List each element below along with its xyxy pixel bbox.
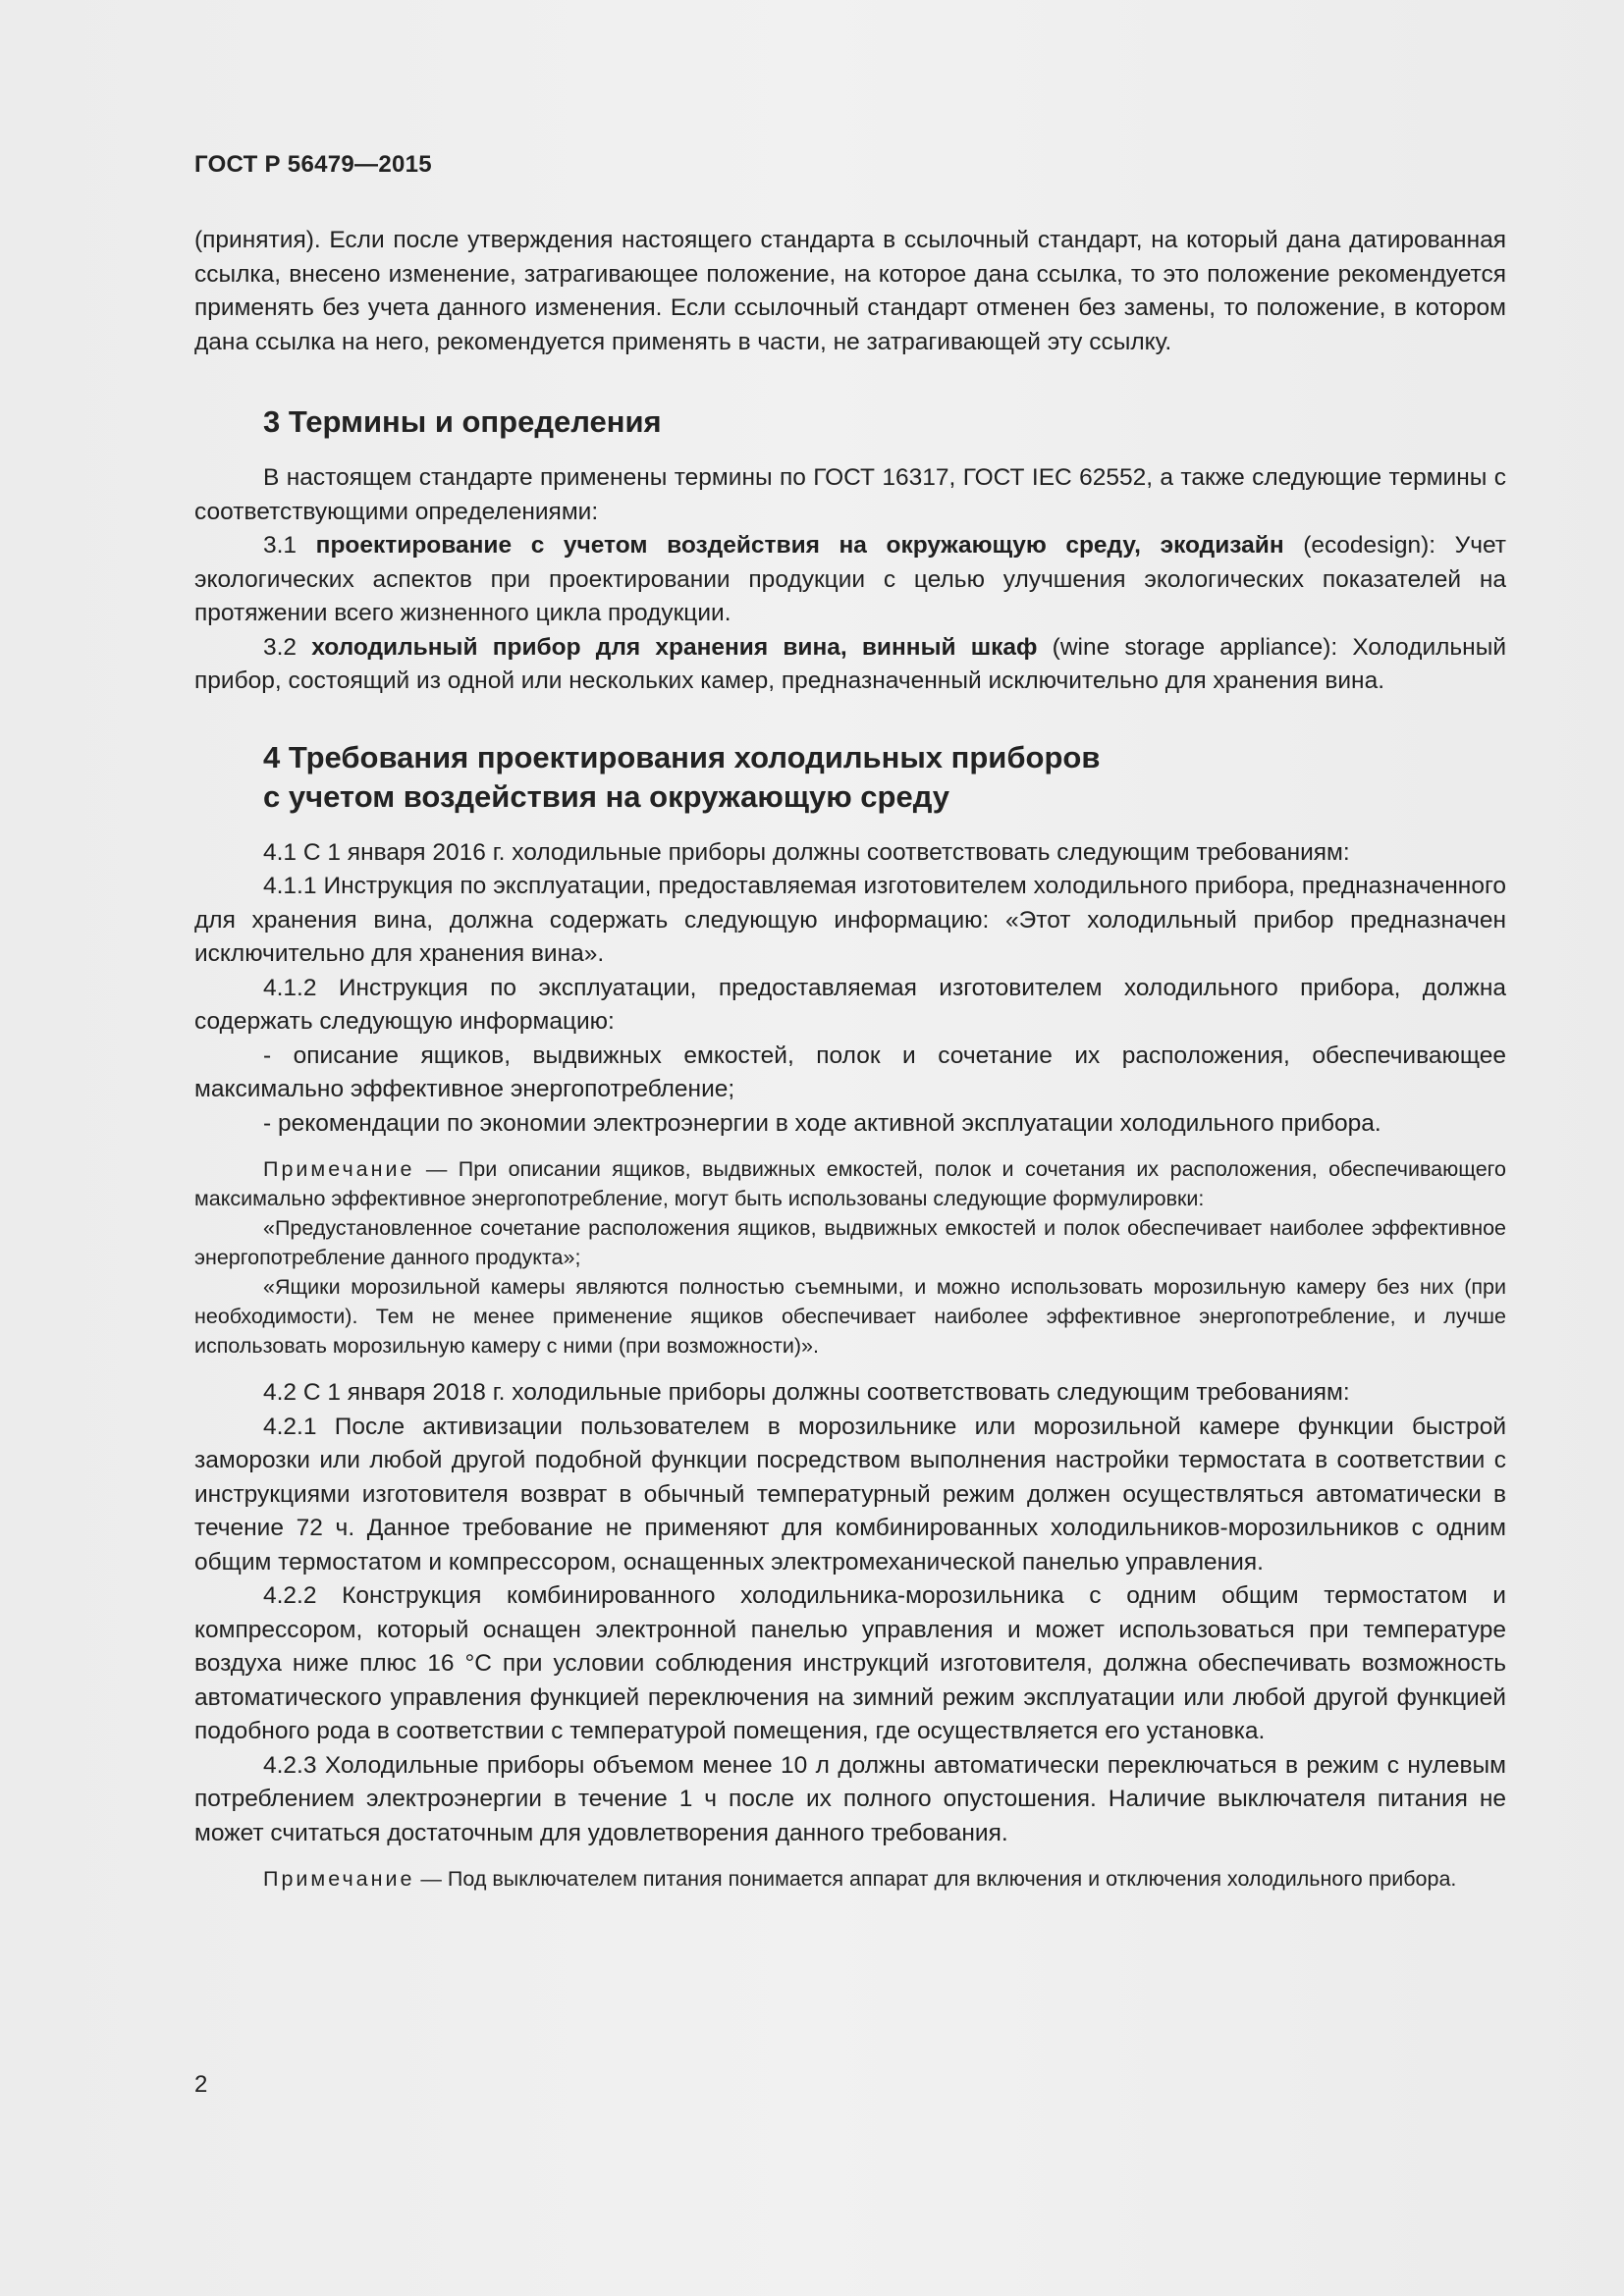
- page-content: [194, 224, 1506, 1894]
- note-1-quote-1: «Предустановленное сочетание расположения ящиков, выдвижных емкостей и полок обеспечивает наиболее эффективное энергопотребление данного продукта»;: [194, 1216, 1506, 1269]
- paragraph-4-2-1: 4.2.1 После активизации пользователем в морозильнике или морозильной камере функции быстрой заморозки или любой другой подобной функции посредством выполнения настройки термостата в соответствии с инструкциями изготовителя возврат в обычный температурный режим должен осуществляться автоматически в течение 72 ч. Данное требование не применяют для комбинированных холодильников-морозильников с одним общим термостатом и компрессором, оснащенных электромеханической панелью управления.: [194, 1413, 1506, 1575]
- paragraph-4-2: 4.2 С 1 января 2018 г. холодильные приборы должны соответствовать следующим требованиям:: [263, 1379, 1350, 1406]
- note-1: [194, 1154, 1506, 1213]
- paragraph-4-1-2: 4.1.2 Инструкция по эксплуатации, предоставляемая изготовителем холодильного прибора, должна содержать следующую информацию:: [194, 974, 1506, 1035]
- note-2: [194, 1864, 1506, 1894]
- term-3-1-term: проектирование с учетом воздействия на окружающую среду, экодизайн: [315, 532, 1284, 559]
- intro-paragraph: (принятия). Если после утверждения настоящего стандарта в ссылочный стандарт, на который дана датированная ссылка, внесено изменение, затрагивающее положение, на которое дана ссылка, то это положение рекомендуется применять без учета данного изменения. Если ссылочный стандарт отменен без замены, то положение, в котором дана ссылка на него, рекомендуется применять в части, не затрагивающей эту ссылку.: [194, 227, 1506, 355]
- note-2-text: — Под выключателем питания понимается аппарат для включения и отключения холодильного прибора.: [414, 1867, 1457, 1891]
- note-1-quote-2: «Ящики морозильной камеры являются полностью съемными, и можно использовать морозильную камеру без них (при необходимости). Тем не менее применение ящиков обеспечивает наиболее эффективное энергопотребление, и лучше использовать морозильную камеру с ними (при возможности)».: [194, 1275, 1506, 1358]
- term-3-2: [194, 631, 1506, 699]
- section-4-heading-line-2: с учетом воздействия на окружающую среду: [263, 778, 950, 814]
- term-3-2-term: холодильный прибор для хранения вина, винный шкаф: [311, 633, 1038, 661]
- section-3-heading: 3 Термины и определения: [263, 404, 662, 439]
- bullet-item: - рекомендации по экономии электроэнергии в ходе активной эксплуатации холодильного прибора.: [263, 1109, 1381, 1137]
- page-number: 2: [194, 2071, 208, 2098]
- note-1-text: — При описании ящиков, выдвижных емкостей, полок и сочетания их расположения, обеспечивающего максимально эффективное энергопотребление, могут быть использованы следующие формулировки:: [194, 1157, 1506, 1210]
- document-header: ГОСТ Р 56479—2015: [194, 151, 432, 178]
- note-1-label: Примечание: [263, 1157, 415, 1181]
- paragraph-4-2-3: 4.2.3 Холодильные приборы объемом менее 10 л должны автоматически переключаться в режим с нулевым потреблением электроэнергии в течение 1 ч после их полного опустошения. Наличие выключателя питания не может считаться достаточным для удовлетворения данного требования.: [194, 1751, 1506, 1846]
- term-3-1-number: 3.1: [263, 532, 298, 559]
- term-3-1: [194, 529, 1506, 631]
- section-4-heading-line-1: 4 Требования проектирования холодильных приборов: [263, 739, 1101, 774]
- section-3-intro: В настоящем стандарте применены термины по ГОСТ 16317, ГОСТ IEC 62552, а также следующие термины с соответствующими определениями:: [194, 464, 1506, 525]
- paragraph-4-2-2: 4.2.2 Конструкция комбинированного холодильника-морозильника с одним общим термостатом и компрессором, который оснащен электронной панелью управления и может использоваться при температуре воздуха ниже плюс 16 °С при условии соблюдения инструкций изготовителя, должна обеспечивать возможность автоматического управления функцией переключения на зимний режим эксплуатации или любой другой функцией подобного рода в соответствии с температурой помещения, где осуществляется его установка.: [194, 1582, 1506, 1744]
- paragraph-4-1: 4.1 С 1 января 2016 г. холодильные приборы должны соответствовать следующим требованиям:: [263, 838, 1350, 866]
- term-3-2-definition: (wine storage appliance): Холодильный прибор, состоящий из одной или нескольких камер, предназначенный исключительно для хранения вина.: [194, 633, 1507, 694]
- note-2-label: Примечание: [263, 1867, 415, 1891]
- section-4-heading: [194, 738, 1506, 817]
- paragraph-4-1-1: 4.1.1 Инструкция по эксплуатации, предоставляемая изготовителем холодильного прибора, предназначенного для хранения вина, должна содержать следующую информацию: «Этот холодильный прибор предназначен исключительно для хранения вина».: [194, 873, 1506, 967]
- bullet-item: - описание ящиков, выдвижных емкостей, полок и сочетание их расположения, обеспечивающее максимально эффективное энергопотребление;: [194, 1041, 1506, 1102]
- term-3-1-definition: (ecodesign): Учет экологических аспектов при проектировании продукции с целью улучшения экологических показателей на протяжении всего жизненного цикла продукции.: [194, 532, 1506, 626]
- term-3-2-number: 3.2: [263, 633, 298, 661]
